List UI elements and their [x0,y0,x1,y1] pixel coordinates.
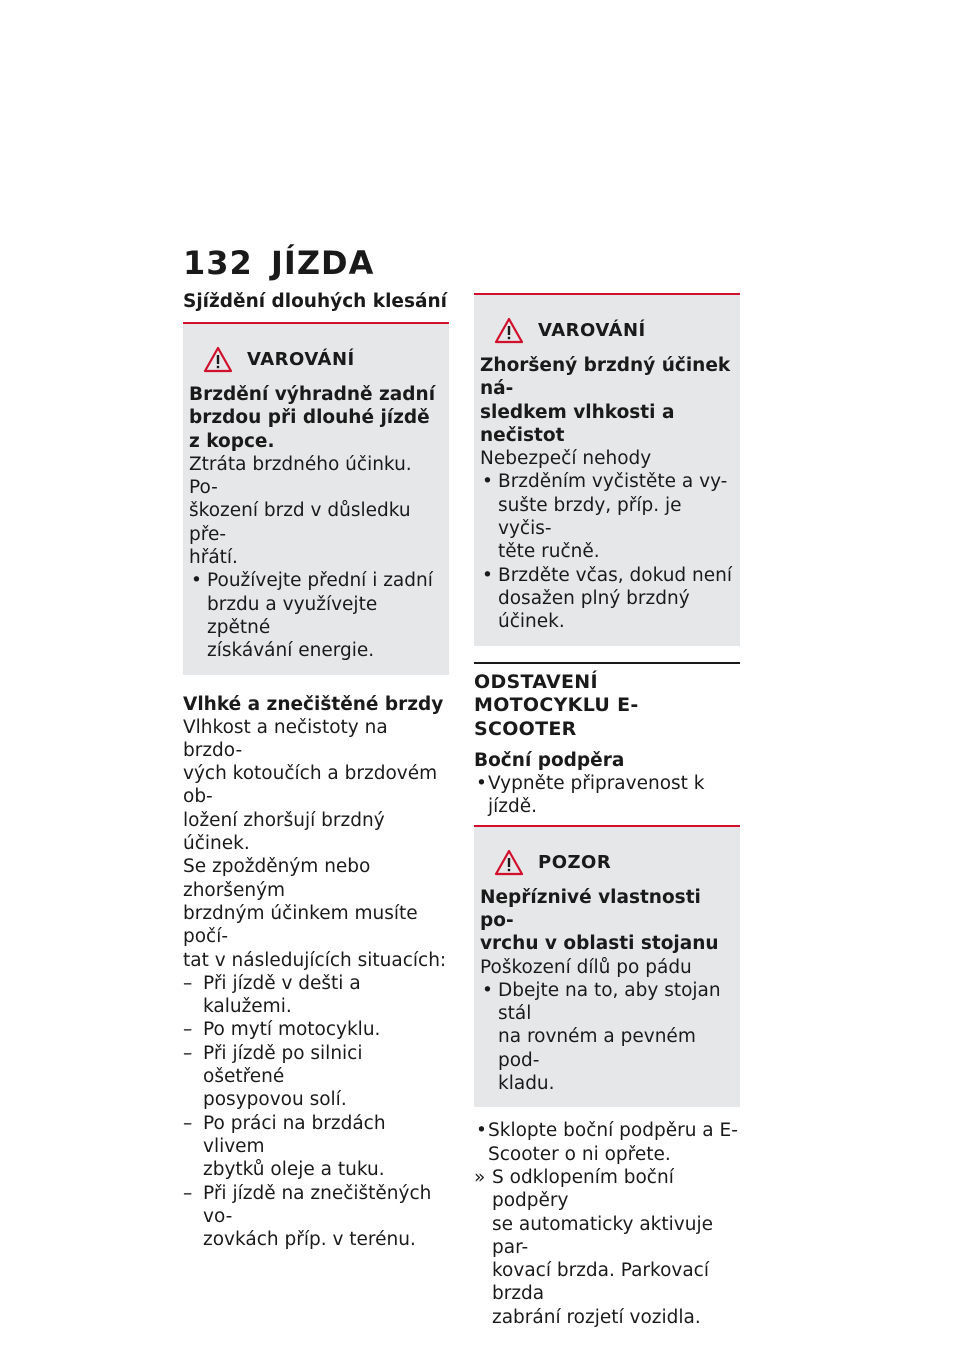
warning-bullet [480,470,734,563]
caution-text-line: Poškození dílů po pádu [480,956,692,978]
caution-header [494,849,734,876]
bullet-line: těte ručně. [498,541,600,563]
warning-triangle-icon [494,317,524,344]
dash-item-line: posypovou solí. [203,1089,347,1111]
caution-bullet [480,979,734,1095]
warning-title-line: z kopce. [189,430,275,452]
warning-text [189,453,443,569]
bullet-line: zabrání rozjetí vozidla. [492,1306,701,1328]
dash-item [183,1182,449,1252]
warning-text-line: Nebezpečí nehody [480,448,652,470]
warning-title-line: Brzdění výhradně zadní [189,384,436,405]
page-header [183,244,374,282]
left-column [183,290,449,1251]
bullet-line: » S odklopením boční podpěry [492,1166,674,1212]
bullet-line: • Používejte přední i zadní [207,570,433,592]
bullet-line: se automaticky aktivuje par- [492,1213,713,1258]
warning-box-descent [183,322,449,675]
warning-title-line: brzdou při dlouhé jízdě [189,407,430,429]
dash-item [183,1018,449,1041]
caution-title [480,886,734,956]
dash-item [183,972,449,1019]
dash-item-line: – Po práci na brzdách vlivem [203,1112,386,1157]
step-bullet [474,772,740,819]
dash-item-line: – Při jízdě na znečištěných vo- [203,1182,432,1227]
bullet-line: kladu. [498,1073,555,1095]
warning-text-line: hřátí. [189,547,238,569]
paragraph-line: Se zpožděným nebo zhoršeným [183,856,371,901]
warning-label: VAROVÁNÍ [538,319,646,341]
bullet-line: • Vypněte připravenost k jízdě. [488,773,705,818]
bullet-line: • Sklopte boční podpěru a E- [488,1120,738,1142]
warning-header [203,346,443,373]
bullet-line: na rovném a pevném pod- [498,1026,696,1071]
warning-title [480,354,734,447]
bullet-line: • Brzděním vyčistěte a vy- [498,471,728,493]
warning-label: VAROVÁNÍ [247,348,355,370]
dash-item-line: – Při jízdě v dešti a kalužemi. [203,972,361,1018]
dash-item-line: – Po mytí motocyklu. [203,1019,381,1041]
section-title-line: ODSTAVENÍ MOTOCYKLU E- [474,670,639,717]
bullet-line: brzdu a využívejte zpětné [207,593,378,638]
warning-box-wet-brakes [474,293,740,646]
warning-title-line: Zhoršený brzdný účinek ná- [480,355,731,400]
warning-title-line: sledkem vlhkosti a nečistot [480,401,675,446]
warning-bullet [480,564,734,634]
paragraph-wet-brakes [183,716,449,972]
right-column [474,293,740,1329]
warning-triangle-icon [494,849,524,876]
dash-item-line: zbytků oleje a tuku. [203,1159,385,1181]
bullet-line: dosažen plný brzdný účinek. [498,587,690,633]
paragraph-line: tat v následujících situacích: [183,949,447,971]
result-bullet [474,1166,740,1329]
step-bullet [474,1119,740,1166]
section-title-descent: Sjíždění dlouhých klesání [183,291,447,312]
warning-text [480,447,734,470]
paragraph-line: ložení zhoršují brzdný účinek. [183,809,385,855]
paragraph-line: brzdným účinkem musíte počí- [183,902,418,948]
warning-text-line: Ztráta brzdného účinku. Po- [189,453,412,499]
dash-item-line: zovkách příp. v terénu. [203,1229,416,1251]
section-title-wet-brakes: Vlhké a znečištěné brzdy [183,693,444,715]
section-title-parking [474,671,740,742]
section-divider [474,662,740,742]
bullet-line: kovací brzda. Parkovací brzda [492,1260,709,1305]
paragraph-line: Vlhkost a nečistoty na brzdo- [183,716,388,761]
warning-title [189,383,443,453]
page-number: 132 [183,244,253,282]
bullet-line: sušte brzdy, příp. je vyčis- [498,494,682,540]
subsection-title-side-stand: Boční podpěra [474,750,625,772]
dash-item [183,1042,449,1112]
caution-title-line: Nepříznivé vlastnosti po- [480,886,701,931]
caution-label: POZOR [538,851,612,873]
bullet-line: Scooter o ni opřete. [488,1143,671,1165]
bullet-line: • Brzděte včas, dokud není [498,564,733,586]
caution-title-line: vrchu v oblasti stojanu [480,933,719,955]
warning-bullet [189,569,443,662]
chapter-title: JÍZDA [271,244,375,282]
caution-text [480,956,734,979]
warning-text-line: škození brzd v důsledku pře- [189,500,411,545]
paragraph-line: vých kotoučích a brzdovém ob- [183,763,438,808]
bullet-line: • Dbejte na to, aby stojan stál [498,979,721,1025]
caution-box-stand [474,825,740,1108]
section-title-line: SCOOTER [474,717,577,740]
dash-item-line: – Při jízdě po silnici ošetřené [203,1042,363,1088]
dash-item [183,1112,449,1182]
warning-header [494,317,734,344]
bullet-line: získávání energie. [207,640,375,662]
warning-triangle-icon [203,346,233,373]
